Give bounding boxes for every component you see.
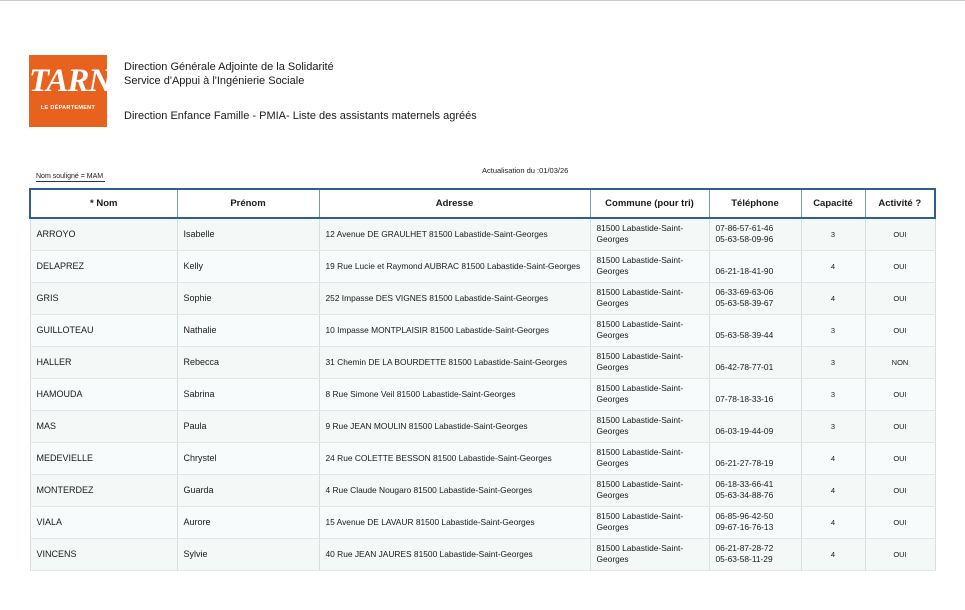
cell-nom: MEDEVIELLE — [30, 442, 177, 474]
cell-activite: OUI — [865, 250, 935, 282]
cell-activite: OUI — [865, 442, 935, 474]
cell-nom: GUILLOTEAU — [30, 314, 177, 346]
table-body — [30, 218, 935, 570]
phone-line-2: 05-63-34-88-76 — [715, 490, 774, 500]
column-header-prenom: Prénom — [177, 189, 319, 218]
header-line-2: Service d'Appui à l'Ingénierie Sociale — [124, 75, 305, 87]
table-row — [30, 410, 935, 442]
cell-activite: OUI — [865, 410, 935, 442]
column-header-telephone: Téléphone — [709, 189, 801, 218]
cell-capacite: 3 — [801, 410, 865, 442]
cell-capacite: 3 — [801, 378, 865, 410]
cell-commune: 81500 Labastide-Saint-Georges — [590, 506, 709, 538]
phone-line-2: 05-63-58-39-67 — [715, 298, 774, 308]
cell-capacite: 4 — [801, 474, 865, 506]
cell-nom: DELAPREZ — [30, 250, 177, 282]
cell-nom: ARROYO — [30, 218, 177, 250]
cell-commune: 81500 Labastide-Saint-Georges — [590, 538, 709, 570]
table-row — [30, 250, 935, 282]
cell-nom: HAMOUDA — [30, 378, 177, 410]
cell-activite: OUI — [865, 538, 935, 570]
cell-prenom: Aurore — [177, 506, 319, 538]
table-row — [30, 474, 935, 506]
cell-adresse: 31 Chemin DE LA BOURDETTE 81500 Labastide-Saint-Georges — [319, 346, 590, 378]
phone-line-2: 05-63-58-39-44 — [715, 330, 774, 340]
phone-line-1 — [716, 415, 795, 426]
phone-line-1 — [716, 383, 795, 394]
cell-activite: NON — [865, 346, 935, 378]
table-row — [30, 218, 935, 250]
cell-telephone — [709, 346, 801, 378]
top-divider — [0, 0, 965, 1]
cell-nom: VIALA — [30, 506, 177, 538]
cell-commune: 81500 Labastide-Saint-Georges — [590, 282, 709, 314]
cell-activite: OUI — [865, 506, 935, 538]
cell-commune: 81500 Labastide-Saint-Georges — [590, 250, 709, 282]
cell-commune: 81500 Labastide-Saint-Georges — [590, 378, 709, 410]
cell-adresse: 4 Rue Claude Nougaro 81500 Labastide-Saint-Georges — [319, 474, 590, 506]
document-title: Direction Enfance Famille - PMIA- Liste des assistants maternels agréés — [124, 110, 477, 122]
table-row — [30, 506, 935, 538]
cell-activite: OUI — [865, 282, 935, 314]
phone-line-2: 05-63-58-11-29 — [715, 554, 773, 564]
column-header-commune: Commune (pour tri) — [590, 189, 709, 218]
phone-line-1: 06-21-87-28-72 — [715, 543, 774, 553]
cell-telephone — [709, 250, 801, 282]
tarn-logo — [29, 55, 112, 127]
cell-telephone — [709, 378, 801, 410]
cell-telephone — [709, 442, 801, 474]
cell-capacite: 3 — [801, 218, 865, 250]
cell-nom: GRIS — [30, 282, 177, 314]
logo-wordmark: TARN — [29, 63, 112, 99]
cell-adresse: 8 Rue Simone Veil 81500 Labastide-Saint-Georges — [319, 378, 590, 410]
cell-adresse: 10 Impasse MONTPLAISIR 81500 Labastide-Saint-Georges — [319, 314, 590, 346]
phone-line-2: 07-78-18-33-16 — [715, 394, 774, 404]
cell-capacite: 3 — [801, 314, 865, 346]
cell-prenom: Chrystel — [177, 442, 319, 474]
cell-activite: OUI — [865, 378, 935, 410]
phone-line-1: 06-18-33-66-41 — [715, 479, 774, 489]
phone-line-1 — [716, 255, 795, 266]
cell-adresse: 12 Avenue DE GRAULHET 81500 Labastide-Saint-Georges — [319, 218, 590, 250]
phone-line-2: 05-63-58-09-96 — [715, 234, 774, 245]
phone-line-2: 09-67-16-76-13 — [715, 522, 774, 532]
cell-prenom: Paula — [177, 410, 319, 442]
table-row — [30, 346, 935, 378]
cell-commune: 81500 Labastide-Saint-Georges — [590, 218, 709, 250]
phone-line-2: 06-42-78-77-01 — [715, 362, 774, 372]
cell-nom: MAS — [30, 410, 177, 442]
cell-prenom: Sophie — [177, 282, 319, 314]
cell-capacite: 4 — [801, 282, 865, 314]
cell-adresse: 15 Avenue DE LAVAUR 81500 Labastide-Saint-Georges — [319, 506, 590, 538]
table-header-row — [30, 189, 935, 218]
table-row — [30, 442, 935, 474]
cell-commune: 81500 Labastide-Saint-Georges — [590, 346, 709, 378]
table-row — [30, 314, 935, 346]
cell-activite: OUI — [865, 474, 935, 506]
column-header-activite: Activité ? — [865, 189, 935, 218]
column-header-nom: * Nom — [30, 189, 177, 218]
cell-telephone — [709, 474, 801, 506]
cell-capacite: 4 — [801, 538, 865, 570]
cell-capacite: 4 — [801, 506, 865, 538]
cell-prenom: Sylvie — [177, 538, 319, 570]
cell-capacite: 4 — [801, 442, 865, 474]
assistants-table — [29, 188, 936, 571]
cell-adresse: 40 Rue JEAN JAURES 81500 Labastide-Saint-Georges — [319, 538, 590, 570]
table-row — [30, 538, 935, 570]
logo-subtitle: LE DÉPARTEMENT — [40, 105, 96, 111]
cell-commune: 81500 Labastide-Saint-Georges — [590, 314, 709, 346]
phone-line-2: 06-03-19-44-09 — [715, 426, 774, 436]
update-date: Actualisation du :01/03/26 — [482, 166, 569, 175]
cell-telephone — [709, 218, 801, 250]
cell-prenom: Isabelle — [177, 218, 319, 250]
cell-commune: 81500 Labastide-Saint-Georges — [590, 474, 709, 506]
cell-prenom: Rebecca — [177, 346, 319, 378]
cell-nom: HALLER — [30, 346, 177, 378]
cell-telephone — [709, 314, 801, 346]
phone-line-1: 07-86-57-61-46 — [715, 223, 774, 234]
phone-line-1: 06-33-69-63-06 — [715, 287, 774, 297]
cell-adresse: 19 Rue Lucie et Raymond AUBRAC 81500 Labastide-Saint-Georges — [319, 250, 590, 282]
cell-adresse: 252 Impasse DES VIGNES 81500 Labastide-Saint-Georges — [319, 282, 590, 314]
cell-nom: MONTERDEZ — [30, 474, 177, 506]
phone-line-1: 06-85-96-42-50 — [715, 511, 774, 521]
column-header-capacite: Capacité — [801, 189, 865, 218]
cell-telephone — [709, 410, 801, 442]
cell-commune: 81500 Labastide-Saint-Georges — [590, 442, 709, 474]
cell-prenom: Nathalie — [177, 314, 319, 346]
cell-telephone — [709, 538, 801, 570]
cell-capacite: 3 — [801, 346, 865, 378]
cell-adresse: 24 Rue COLETTE BESSON 81500 Labastide-Saint-Georges — [319, 442, 590, 474]
cell-telephone — [709, 506, 801, 538]
cell-prenom: Guarda — [177, 474, 319, 506]
cell-activite: OUI — [865, 218, 935, 250]
cell-activite: OUI — [865, 314, 935, 346]
phone-line-1 — [716, 351, 795, 362]
table-row — [30, 378, 935, 410]
phone-line-2: 06-21-27-78-19 — [715, 458, 774, 468]
cell-commune: 81500 Labastide-Saint-Georges — [590, 410, 709, 442]
cell-telephone — [709, 282, 801, 314]
cell-capacite: 4 — [801, 250, 865, 282]
cell-nom: VINCENS — [30, 538, 177, 570]
phone-line-2: 06-21-18-41-90 — [715, 266, 774, 276]
legend-note: Nom souligné = MAM — [36, 173, 104, 180]
column-header-adresse: Adresse — [319, 189, 590, 218]
phone-line-1 — [716, 447, 795, 458]
cell-adresse: 9 Rue JEAN MOULIN 81500 Labastide-Saint-Georges — [319, 410, 590, 442]
cell-prenom: Sabrina — [177, 378, 319, 410]
table-row — [30, 282, 935, 314]
header-line-1: Direction Générale Adjointe de la Solidarité — [124, 61, 334, 73]
cell-prenom: Kelly — [177, 250, 319, 282]
phone-line-1 — [716, 319, 795, 330]
